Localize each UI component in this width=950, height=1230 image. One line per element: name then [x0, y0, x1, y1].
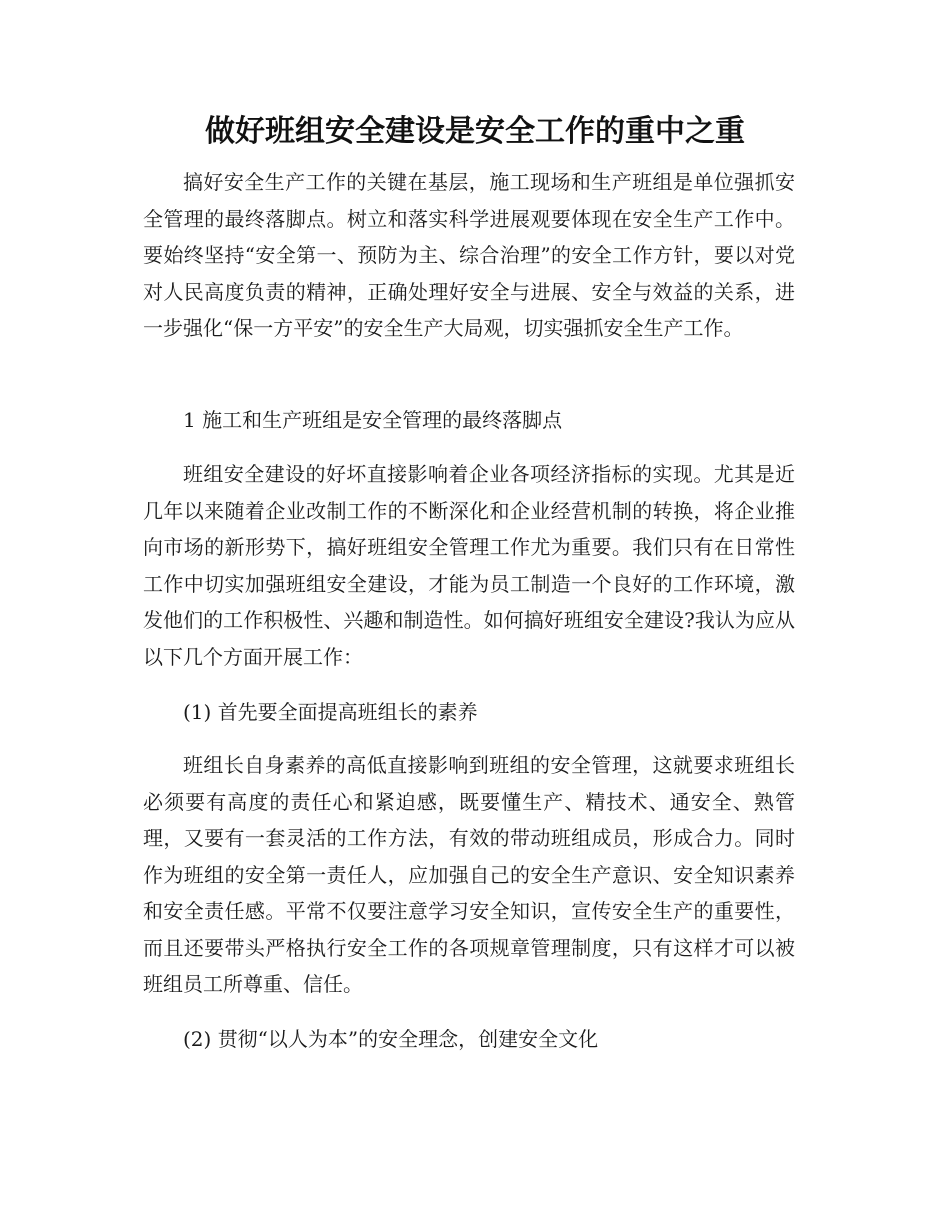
document-title: 做好班组安全建设是安全工作的重中之重 [205, 114, 745, 149]
subsection-1-paragraph: 班组长自身素养的高低直接影响到班组的安全管理，这就要求班组长必须要有高度的责任心和紧迫感，既要懂生产、精技术、通安全、熟管理，又要有一套灵活的工作方法，有效的带动班组成员，形成合力。同时作为班组的安全第一责任人，应加强自己的安全生产意识、安全知识素养和安全责任感。平常不仅要注意学习安全知识，宣传安全生产的重要性，而且还要带头严格执行安全工作的各项规章管理制度，只有这样才可以被班组员工所尊重、信任。 [143, 753, 795, 996]
section-heading-1: 1 施工和生产班组是安全管理的最终落脚点 [183, 408, 563, 432]
intro-paragraph: 搞好安全生产工作的关键在基层，施工现场和生产班组是单位强抓安全管理的最终落脚点。树立和落实科学进展观要体现在安全生产工作中。要始终坚持“安全第一、预防为主、综合治理”的安全工作方针，要以对党对人民高度负责的精神，正确处理好安全与进展、安全与效益的关系，进一步强化“保一方平安”的安全生产大局观，切实强抓安全生产工作。 [143, 170, 795, 340]
section-1-paragraph: 班组安全建设的好坏直接影响着企业各项经济指标的实现。尤其是近几年以来随着企业改制工作的不断深化和企业经营机制的转换，将企业推向市场的新形势下，搞好班组安全管理工作尤为重要。我们只有在日常性工作中切实加强班组安全建设，才能为员工制造一个良好的工作环境，激发他们的工作积极性、兴趣和制造性。如何搞好班组安全建设?我认为应从以下几个方面开展工作： [143, 462, 795, 669]
subsection-heading-2: (2) 贯彻“以人为本”的安全理念，创建安全文化 [183, 1027, 599, 1051]
subsection-heading-1: (1) 首先要全面提高班组长的素养 [183, 700, 478, 724]
